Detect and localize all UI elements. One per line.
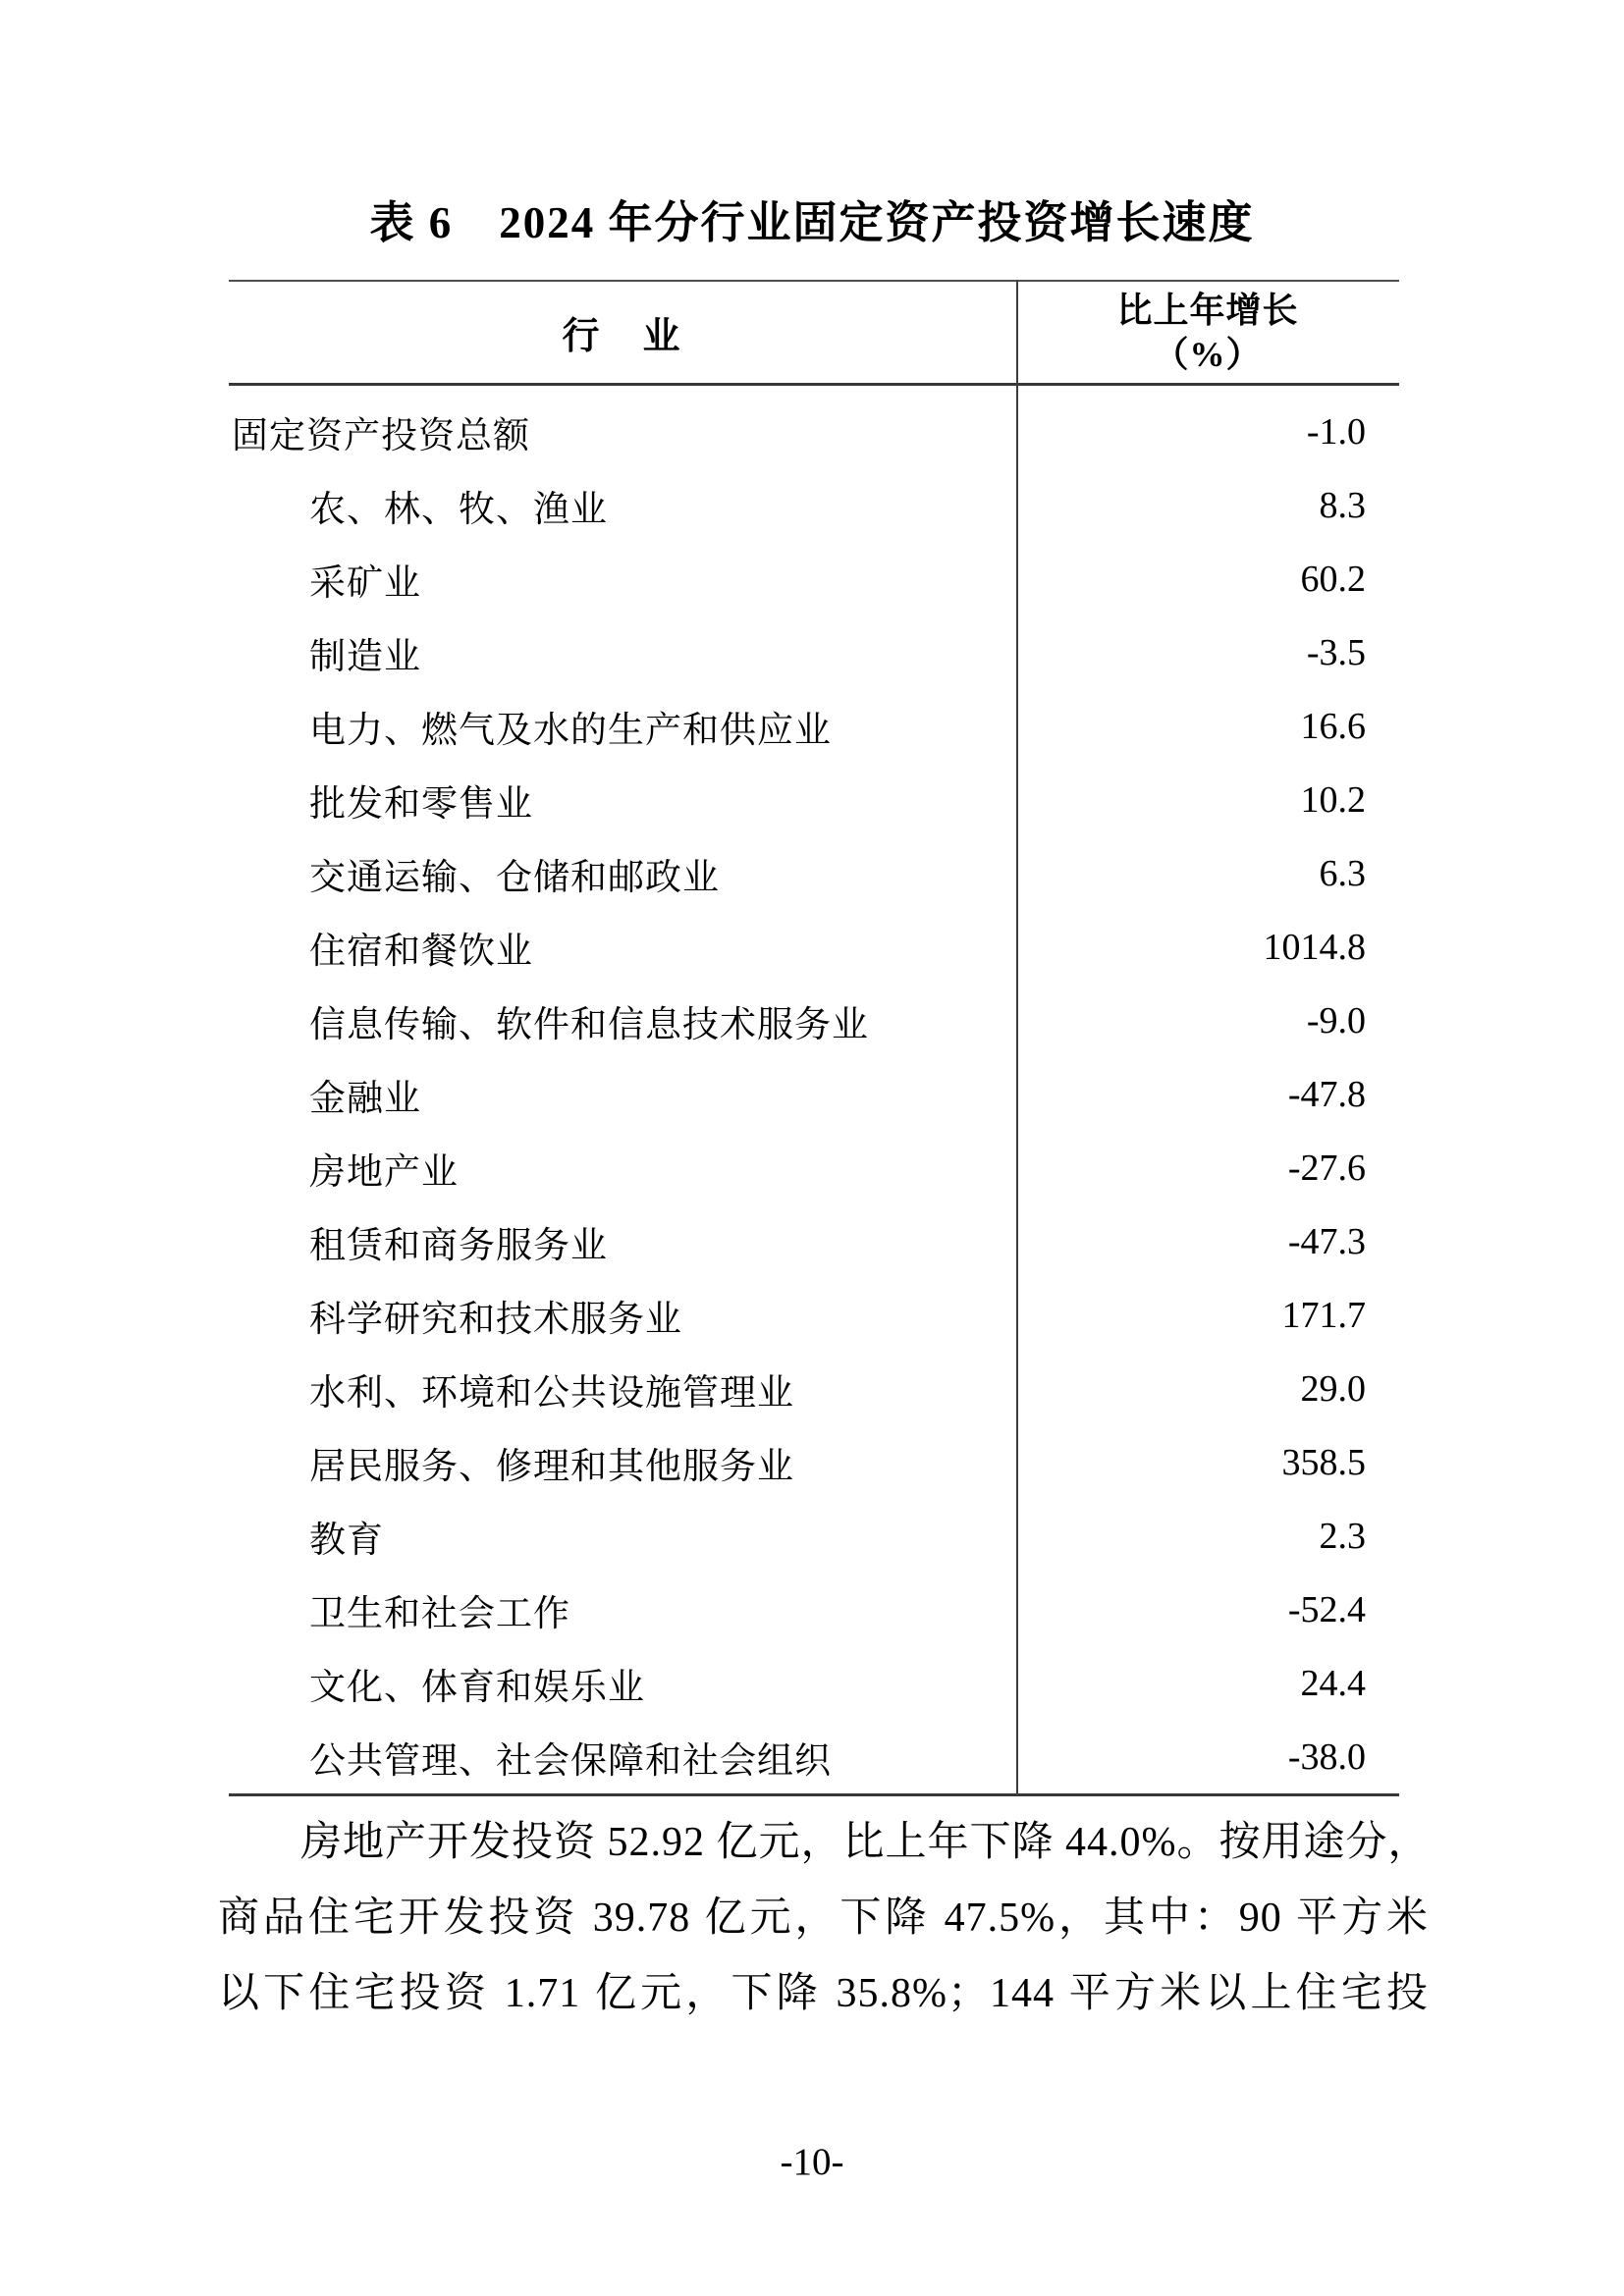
industry-label: 交通运输、仓储和邮政业 [309, 857, 720, 898]
table-row [229, 689, 1399, 763]
table-row [229, 1720, 1399, 1793]
industry-label: 水利、环境和公共设施管理业 [309, 1372, 794, 1414]
growth-value: 29.0 [1300, 1367, 1366, 1410]
industry-label: 金融业 [309, 1078, 421, 1119]
growth-value: 171.7 [1281, 1294, 1366, 1336]
growth-value: 6.3 [1319, 852, 1366, 894]
growth-value: -47.8 [1287, 1073, 1366, 1115]
industry-label: 公共管理、社会保障和社会组织 [309, 1740, 832, 1782]
header-growth-line2: （%） [1153, 334, 1263, 374]
growth-value: 24.4 [1300, 1662, 1366, 1704]
page-number: -10- [780, 2141, 844, 2183]
industry-label: 信息传输、软件和信息技术服务业 [309, 1004, 869, 1045]
industry-label: 固定资产投资总额 [232, 415, 530, 456]
table-row [229, 1646, 1399, 1720]
table-title: 表 6 2024 年分行业固定资产投资增长速度 [369, 198, 1255, 247]
table-row [229, 1425, 1399, 1499]
growth-value: 2.3 [1319, 1515, 1366, 1557]
table-row [229, 468, 1399, 542]
paragraph-line: 房地产开发投资 52.92 亿元，比上年下降 44.0%。按用途分， [300, 1820, 1431, 1865]
table-row [229, 1352, 1399, 1425]
growth-value: 60.2 [1300, 558, 1366, 600]
table-row [229, 1278, 1399, 1352]
industry-investment-table [229, 280, 1399, 1796]
table-row [229, 395, 1399, 468]
growth-value: -1.0 [1306, 410, 1366, 453]
growth-value: 10.2 [1300, 778, 1366, 821]
industry-label: 批发和零售业 [309, 783, 533, 825]
industry-label: 文化、体育和娱乐业 [309, 1667, 645, 1708]
growth-value: -9.0 [1306, 999, 1366, 1041]
header-industry: 行 业 [562, 316, 683, 357]
growth-value: -38.0 [1287, 1735, 1366, 1778]
growth-value: -47.3 [1287, 1220, 1366, 1262]
table-row [229, 1204, 1399, 1278]
growth-value: 8.3 [1319, 484, 1366, 526]
industry-label: 农、林、牧、渔业 [309, 489, 608, 530]
table-row [229, 836, 1399, 910]
table-row [229, 1499, 1399, 1573]
header-growth [1016, 282, 1399, 383]
table-row [229, 763, 1399, 836]
industry-label: 租赁和商务服务业 [309, 1225, 608, 1266]
body-paragraph [218, 1805, 1429, 2032]
industry-label: 采矿业 [309, 562, 421, 604]
table-row [229, 1057, 1399, 1131]
growth-value: -27.6 [1287, 1147, 1366, 1189]
industry-label: 房地产业 [309, 1151, 459, 1193]
table-row [229, 542, 1399, 615]
table-row [229, 1573, 1399, 1646]
industry-label: 电力、燃气及水的生产和供应业 [309, 710, 832, 751]
industry-label: 住宿和餐饮业 [309, 931, 533, 972]
table-column-divider [1016, 280, 1018, 1796]
table-row [229, 910, 1399, 984]
growth-value: 16.6 [1300, 705, 1366, 747]
industry-label: 制造业 [309, 636, 421, 677]
growth-value: -52.4 [1287, 1588, 1366, 1630]
growth-value: 358.5 [1281, 1441, 1366, 1483]
paragraph-line: 商品住宅开发投资 39.78 亿元，下降 47.5%，其中：90 平方米 [218, 1896, 1429, 1941]
growth-value: 1014.8 [1263, 926, 1366, 968]
table-row [229, 615, 1399, 689]
paragraph-line: 以下住宅投资 1.71 亿元，下降 35.8%；144 平方米以上住宅投 [218, 1971, 1429, 2016]
table-header-row [229, 280, 1399, 386]
industry-label: 科学研究和技术服务业 [309, 1299, 682, 1340]
table-row [229, 984, 1399, 1057]
growth-value: -3.5 [1306, 631, 1366, 673]
table-row [229, 1131, 1399, 1204]
header-growth-line1: 比上年增长 [1116, 290, 1299, 330]
industry-label: 居民服务、修理和其他服务业 [309, 1446, 794, 1487]
industry-label: 教育 [309, 1520, 384, 1561]
industry-label: 卫生和社会工作 [309, 1593, 570, 1634]
table-body [229, 386, 1399, 1796]
